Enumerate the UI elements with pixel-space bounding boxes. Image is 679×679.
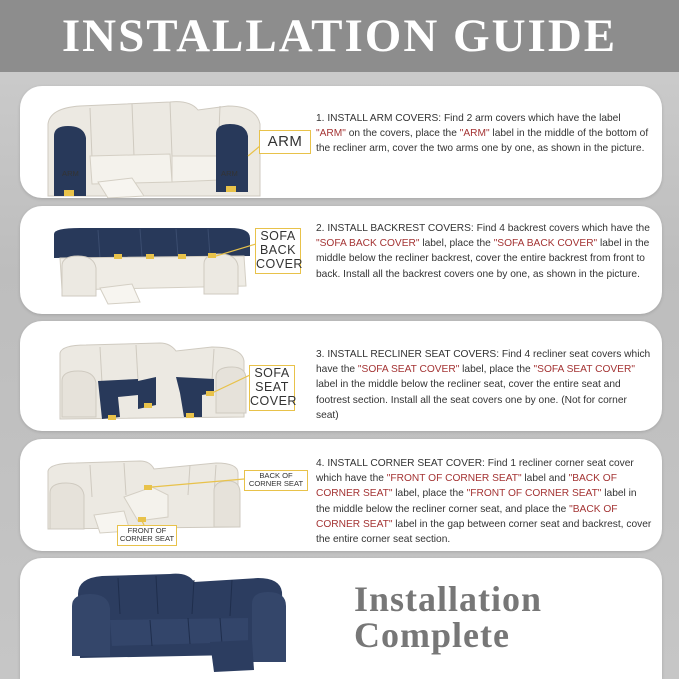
complete-card	[20, 558, 662, 679]
step-4-text	[316, 456, 652, 547]
back-label-line-3: COVER	[256, 257, 303, 271]
corner-back-label-line-2: CORNER SEAT	[248, 479, 304, 489]
step-card-4	[20, 439, 662, 551]
highlighted-label-text: "ARM"	[316, 128, 346, 140]
highlighted-label-text: "BACK OF CORNER SEAT"	[316, 503, 618, 530]
step-text-segment: label in the middle below the recliner corner seat, and place the	[316, 488, 637, 515]
highlighted-label-text: "FRONT OF CORNER SEAT"	[386, 473, 522, 485]
highlighted-label-text: "FRONT OF CORNER SEAT"	[466, 488, 602, 500]
sofa-complete-illustration	[20, 558, 320, 679]
step-card-3	[20, 321, 662, 431]
highlighted-label-text: "SOFA BACK COVER"	[493, 238, 598, 250]
header-banner	[0, 0, 679, 72]
step-card-2	[20, 206, 662, 314]
highlighted-label-text: "BACK OF CORNER SEAT"	[316, 473, 617, 500]
step-1-text	[316, 111, 652, 157]
step-card-1	[20, 86, 662, 198]
step-text-segment: 4. INSTALL CORNER SEAT COVER: Find 1 recliner corner seat cover which have the	[316, 458, 634, 485]
seat-label-line-2: SEAT	[255, 380, 289, 394]
arm-tag-left: ARM	[62, 169, 79, 178]
seat-label-line-1: SOFA	[254, 366, 290, 380]
step-text-segment: 2. INSTALL BACKREST COVERS: Find 4 backrest covers which have the	[316, 223, 650, 234]
step-text-segment: label, place the	[392, 488, 467, 500]
step-text-segment: label in the middle below the recliner seat, cover the entire seat and footrest section. Install all the seat covers one by one. (Not for corner seat)	[316, 379, 627, 421]
arm-label-box	[259, 130, 311, 154]
arm-label-text: ARM	[267, 133, 303, 150]
step-text-segment: 3. INSTALL RECLINER SEAT COVERS: Find 4 recliner seat covers which have the	[316, 349, 651, 376]
corner-back-label-line-1: BACK OF	[259, 471, 293, 480]
step-text-segment: label in the gap between corner seat and backrest, cover the entire corner seat section.	[316, 518, 652, 546]
seat-label-line-3: COVER	[250, 394, 297, 408]
highlighted-label-text: "SOFA SEAT COVER"	[533, 364, 635, 376]
complete-line-2: Complete	[354, 615, 510, 655]
highlighted-label-text: "ARM"	[459, 128, 490, 140]
step-text-segment: on the covers, place the	[345, 128, 460, 140]
seat-label-box	[249, 365, 295, 411]
back-label-line-1: SOFA	[260, 229, 296, 243]
corner-front-label	[117, 525, 177, 546]
highlighted-label-text: "SOFA BACK COVER"	[316, 238, 420, 250]
step-text-segment: label, place the	[419, 238, 494, 250]
step-text-segment: label in the middle of the bottom of the recliner arm, cover the two arms one by one, as shown in the picture.	[316, 128, 649, 155]
step-text-segment: label, place the	[459, 364, 534, 376]
step-text-segment: label in the middle below the recliner backrest, cover the entire backrest from front to back. Install all the backrest covers one by one, as shown in the picture.	[316, 238, 650, 280]
arm-tag-right: ARM	[221, 169, 238, 178]
page-title: INSTALLATION GUIDE	[61, 10, 618, 62]
corner-back-label	[244, 470, 308, 491]
step-text-segment: 1. INSTALL ARM COVERS: Find 2 arm covers which have the label	[316, 113, 621, 124]
corner-front-label-line-2: CORNER SEAT	[119, 534, 175, 544]
step-2-text	[316, 221, 652, 282]
step-text-segment: label and	[521, 473, 569, 485]
back-label-line-2: BACK	[259, 243, 297, 257]
corner-front-label-line-1: FRONT OF	[127, 526, 167, 535]
highlighted-label-text: "SOFA SEAT COVER"	[357, 364, 460, 376]
step-3-text	[316, 347, 652, 423]
complete-line-1: Installation	[354, 579, 543, 619]
back-label-box	[255, 228, 301, 274]
